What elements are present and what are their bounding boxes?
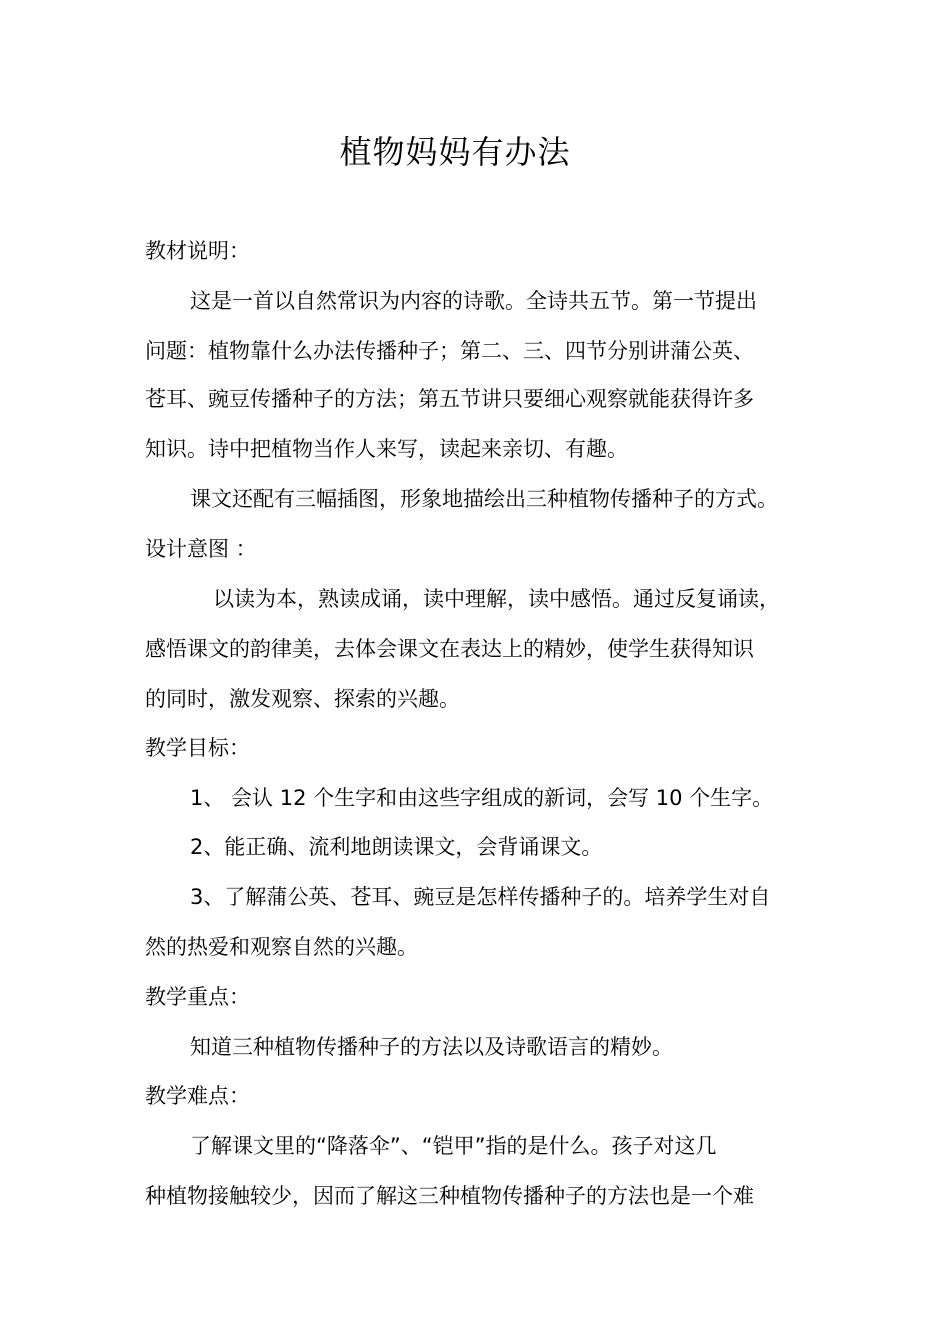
section-heading-key-points: 教学重点： xyxy=(145,985,250,1009)
document-title: 植物妈妈有办法 xyxy=(339,133,571,171)
section-heading-materials: 教材说明： xyxy=(145,239,250,263)
goal-item-3: 3、了解蒲公英、苍耳、豌豆是怎样传播种子的。培养学生对自 xyxy=(190,885,771,909)
paragraph-line: 课文还配有三幅插图，形象地描绘出三种植物传播种子的方式。 xyxy=(190,487,778,511)
paragraph-line: 问题：植物靠什么办法传播种子；第二、三、四节分别讲蒲公英、 xyxy=(145,339,754,363)
paragraph-line: 然的热爱和观察自然的兴趣。 xyxy=(145,935,418,959)
paragraph-line: 这是一首以自然常识为内容的诗歌。全诗共五节。第一节提出 xyxy=(190,289,757,313)
goal-item-2: 2、能正确、流利地朗读课文，会背诵课文。 xyxy=(190,835,603,859)
paragraph-line: 以读为本，熟读成诵，读中理解，读中感悟。通过反复诵读， xyxy=(213,587,780,611)
section-heading-design: 设计意图 ： xyxy=(145,537,257,561)
goal-item-1: 1、 会认 12 个生字和由这些字组成的新词，会写 10 个生字。 xyxy=(190,786,774,810)
paragraph-line: 苍耳、豌豆传播种子的方法；第五节讲只要细心观察就能获得许多 xyxy=(145,387,754,411)
paragraph-line: 种植物接触较少，因而了解这三种植物传播种子的方法也是一个难 xyxy=(145,1184,754,1208)
section-heading-goals: 教学目标： xyxy=(145,736,250,760)
paragraph-line: 的同时，激发观察、探索的兴趣。 xyxy=(145,687,460,711)
paragraph-line: 感悟课文的韵律美，去体会课文在表达上的精妙，使学生获得知识 xyxy=(145,637,754,661)
section-heading-difficulties: 教学难点： xyxy=(145,1084,250,1108)
paragraph-line: 知道三种植物传播种子的方法以及诗歌语言的精妙。 xyxy=(190,1035,673,1059)
paragraph-line: 了解课文里的“降落伞”、“铠甲”指的是什么。孩子对这几 xyxy=(190,1134,717,1158)
paragraph-line: 知识。诗中把植物当作人来写，读起来亲切、有趣。 xyxy=(145,437,628,461)
